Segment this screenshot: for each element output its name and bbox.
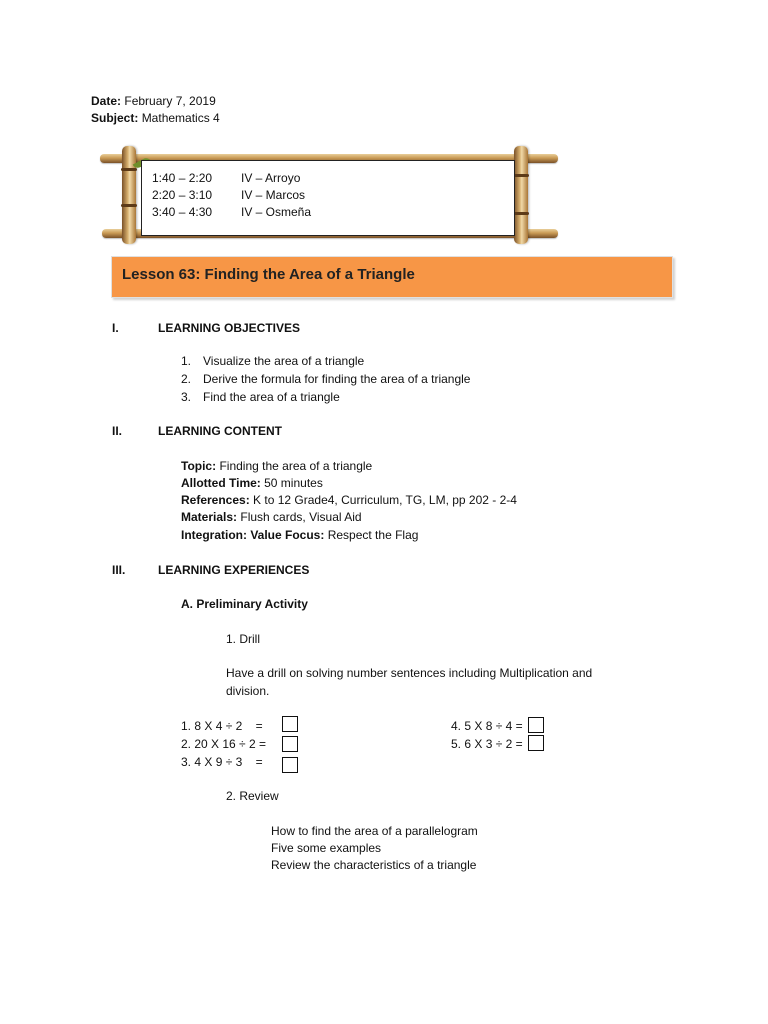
- integration-line: [181, 528, 418, 542]
- date-label: Date:: [91, 94, 122, 108]
- materials-line: [181, 510, 362, 524]
- section-heading: LEARNING OBJECTIVES: [158, 321, 301, 335]
- answer-box[interactable]: [528, 717, 544, 733]
- subject-line: [91, 111, 220, 125]
- topic-value: Finding the area of a triangle: [219, 459, 373, 473]
- schedule-section: IV – Arroyo: [241, 171, 301, 185]
- objective-number: 3.: [181, 390, 192, 404]
- objective-text: Find the area of a triangle: [203, 390, 340, 404]
- references-label: References:: [181, 493, 250, 507]
- references-line: [181, 493, 517, 507]
- drill-item: 1. 8 X 4 ÷ 2 =: [181, 719, 263, 733]
- section-numeral: II.: [112, 424, 123, 438]
- objective-number: 1.: [181, 354, 192, 368]
- section-numeral: I.: [112, 321, 119, 335]
- review-item: How to find the area of a parallelogram: [271, 824, 478, 838]
- schedule-time: 2:20 – 3:10: [152, 188, 213, 202]
- allotted-time-line: [181, 476, 323, 490]
- subject-value: Mathematics 4: [141, 111, 220, 125]
- drill-item: 4. 5 X 8 ÷ 4 =: [451, 719, 523, 733]
- references-value: K to 12 Grade4, Curriculum, TG, LM, pp 202 - 2-4: [253, 493, 517, 507]
- allotted-time-value: 50 minutes: [264, 476, 323, 490]
- drill-item: 3. 4 X 9 ÷ 3 =: [181, 755, 263, 769]
- lesson-banner: [111, 256, 673, 298]
- answer-box[interactable]: [282, 716, 298, 732]
- schedule-box: [141, 160, 515, 236]
- answer-box[interactable]: [282, 757, 298, 773]
- drill-item: 2. 20 X 16 ÷ 2 =: [181, 737, 266, 751]
- drill-instructions: Have a drill on solving number sentences including Multiplication and: [226, 666, 593, 680]
- integration-value: Respect the Flag: [327, 528, 419, 542]
- answer-box[interactable]: [282, 736, 298, 752]
- review-title: 2. Review: [226, 789, 279, 803]
- section-heading: LEARNING EXPERIENCES: [158, 563, 310, 577]
- schedule-section: IV – Osmeña: [241, 205, 312, 219]
- section-heading: LEARNING CONTENT: [158, 424, 282, 438]
- subject-label: Subject:: [91, 111, 139, 125]
- objective-number: 2.: [181, 372, 192, 386]
- integration-label: Integration: Value Focus:: [181, 528, 325, 542]
- allotted-time-label: Allotted Time:: [181, 476, 261, 490]
- topic-line: [181, 459, 372, 473]
- schedule-time: 1:40 – 2:20: [152, 171, 213, 185]
- materials-label: Materials:: [181, 510, 238, 524]
- objective-text: Derive the formula for finding the area of a triangle: [203, 372, 471, 386]
- review-item: Review the characteristics of a triangle: [271, 858, 477, 872]
- date-line: [91, 94, 216, 108]
- schedule-section: IV – Marcos: [241, 188, 306, 202]
- date-value: February 7, 2019: [124, 94, 216, 108]
- preliminary-activity-heading: A. Preliminary Activity: [181, 597, 308, 611]
- answer-box[interactable]: [528, 735, 544, 751]
- drill-title: 1. Drill: [226, 632, 261, 646]
- lesson-title: Lesson 63: Finding the Area of a Triangle: [122, 266, 415, 283]
- objective-text: Visualize the area of a triangle: [203, 354, 365, 368]
- review-item: Five some examples: [271, 841, 382, 855]
- drill-item: 5. 6 X 3 ÷ 2 =: [451, 737, 523, 751]
- bamboo-right-pole: [514, 146, 528, 244]
- schedule-time: 3:40 – 4:30: [152, 205, 213, 219]
- materials-value: Flush cards, Visual Aid: [240, 510, 362, 524]
- topic-label: Topic:: [181, 459, 217, 473]
- section-numeral: III.: [112, 563, 126, 577]
- schedule-frame: [100, 146, 558, 244]
- drill-instructions-cont: division.: [226, 684, 270, 698]
- bamboo-left-pole: [122, 146, 136, 244]
